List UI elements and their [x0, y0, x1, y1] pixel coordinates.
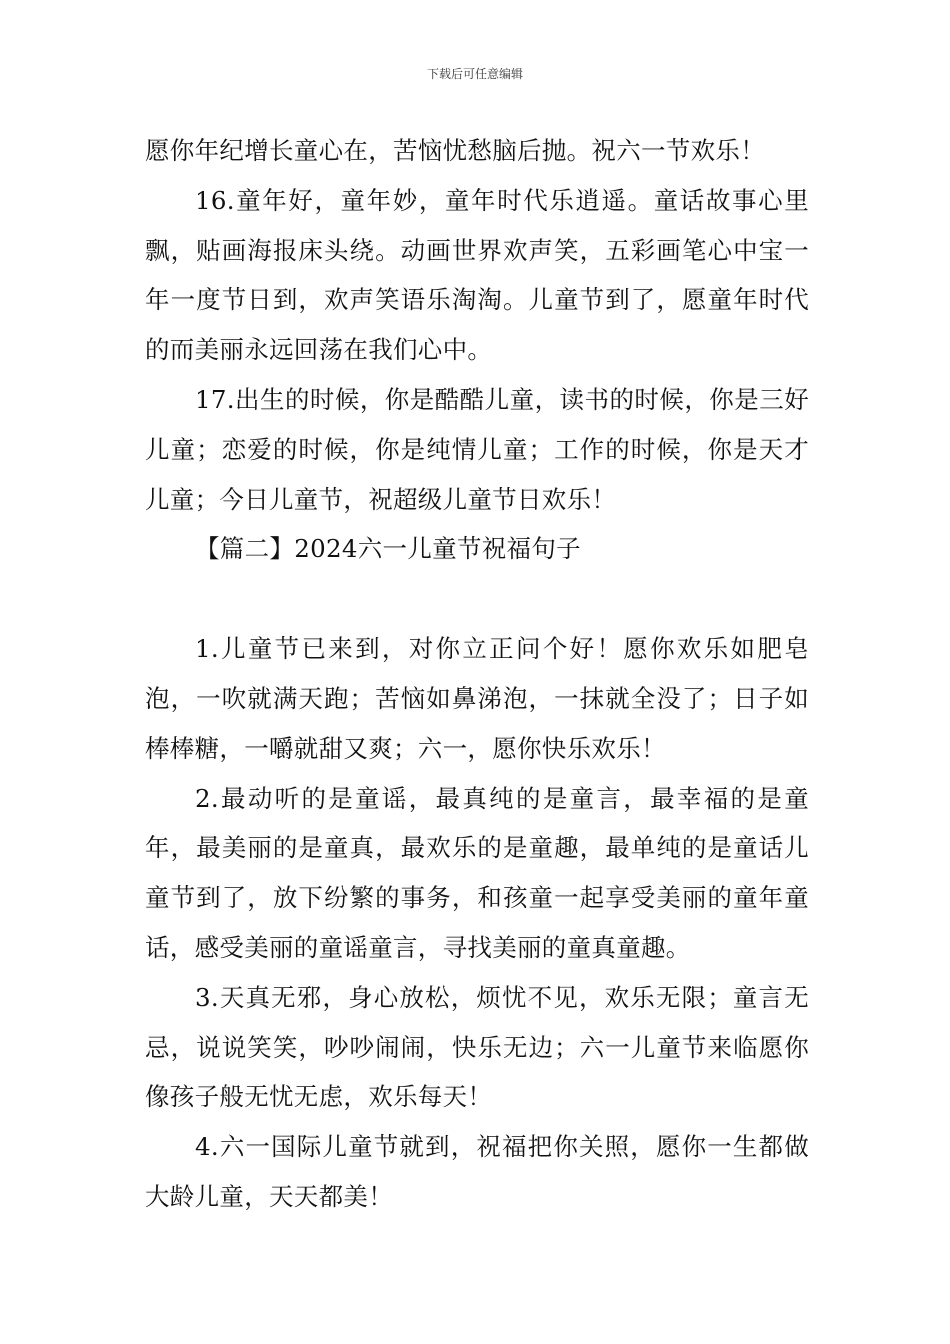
paragraph-item-16: 16.童年好，童年妙，童年时代乐逍遥。童话故事心里飘，贴画海报床头绕。动画世界欢声笑，五彩画笔心中宝一年一度节日到，欢声笑语乐淘淘。儿童节到了，愿童年时代的而美丽永远回荡在我们心中。	[145, 185, 809, 365]
document-body	[145, 126, 809, 1222]
paragraph-item-2: 2.最动听的是童谣，最真纯的是童言，最幸福的是童年，最美丽的是童真，最欢乐的是童趣，最单纯的是童话儿童节到了，放下纷繁的事务，和孩童一起享受美丽的童年童话，感受美丽的童谣童言，寻找美丽的童真童趣。	[145, 783, 809, 962]
paragraph-item-4: 4.六一国际儿童节就到，祝福把你关照，愿你一生都做大龄儿童，天天都美！	[145, 1132, 809, 1211]
paragraph-item-3: 3.天真无邪，身心放松，烦忧不见，欢乐无限；童言无忌，说说笑笑，吵吵闹闹，快乐无边；六一儿童节来临愿你像孩子般无忧无虑，欢乐每天！	[145, 982, 809, 1112]
page-header: 下载后可任意编辑	[426, 67, 523, 81]
paragraph-item-17: 17.出生的时候，你是酷酷儿童，读书的时候，你是三好儿童；恋爱的时候，你是纯情儿童；工作的时候，你是天才儿童；今日儿童节，祝超级儿童节日欢乐！	[145, 384, 809, 514]
section-gap	[145, 574, 809, 624]
section-title: 【篇二】2024六一儿童节祝福句子	[195, 534, 581, 564]
paragraph-continuation: 愿你年纪增长童心在，苦恼忧愁脑后抛。祝六一节欢乐！	[145, 136, 765, 165]
paragraph-item-1: 1.儿童节已来到，对你立正问个好！愿你欢乐如肥皂泡，一吹就满天跑；苦恼如鼻涕泡，一抹就全没了；日子如棒棒糖，一嚼就甜又爽；六一，愿你快乐欢乐！	[145, 634, 809, 763]
